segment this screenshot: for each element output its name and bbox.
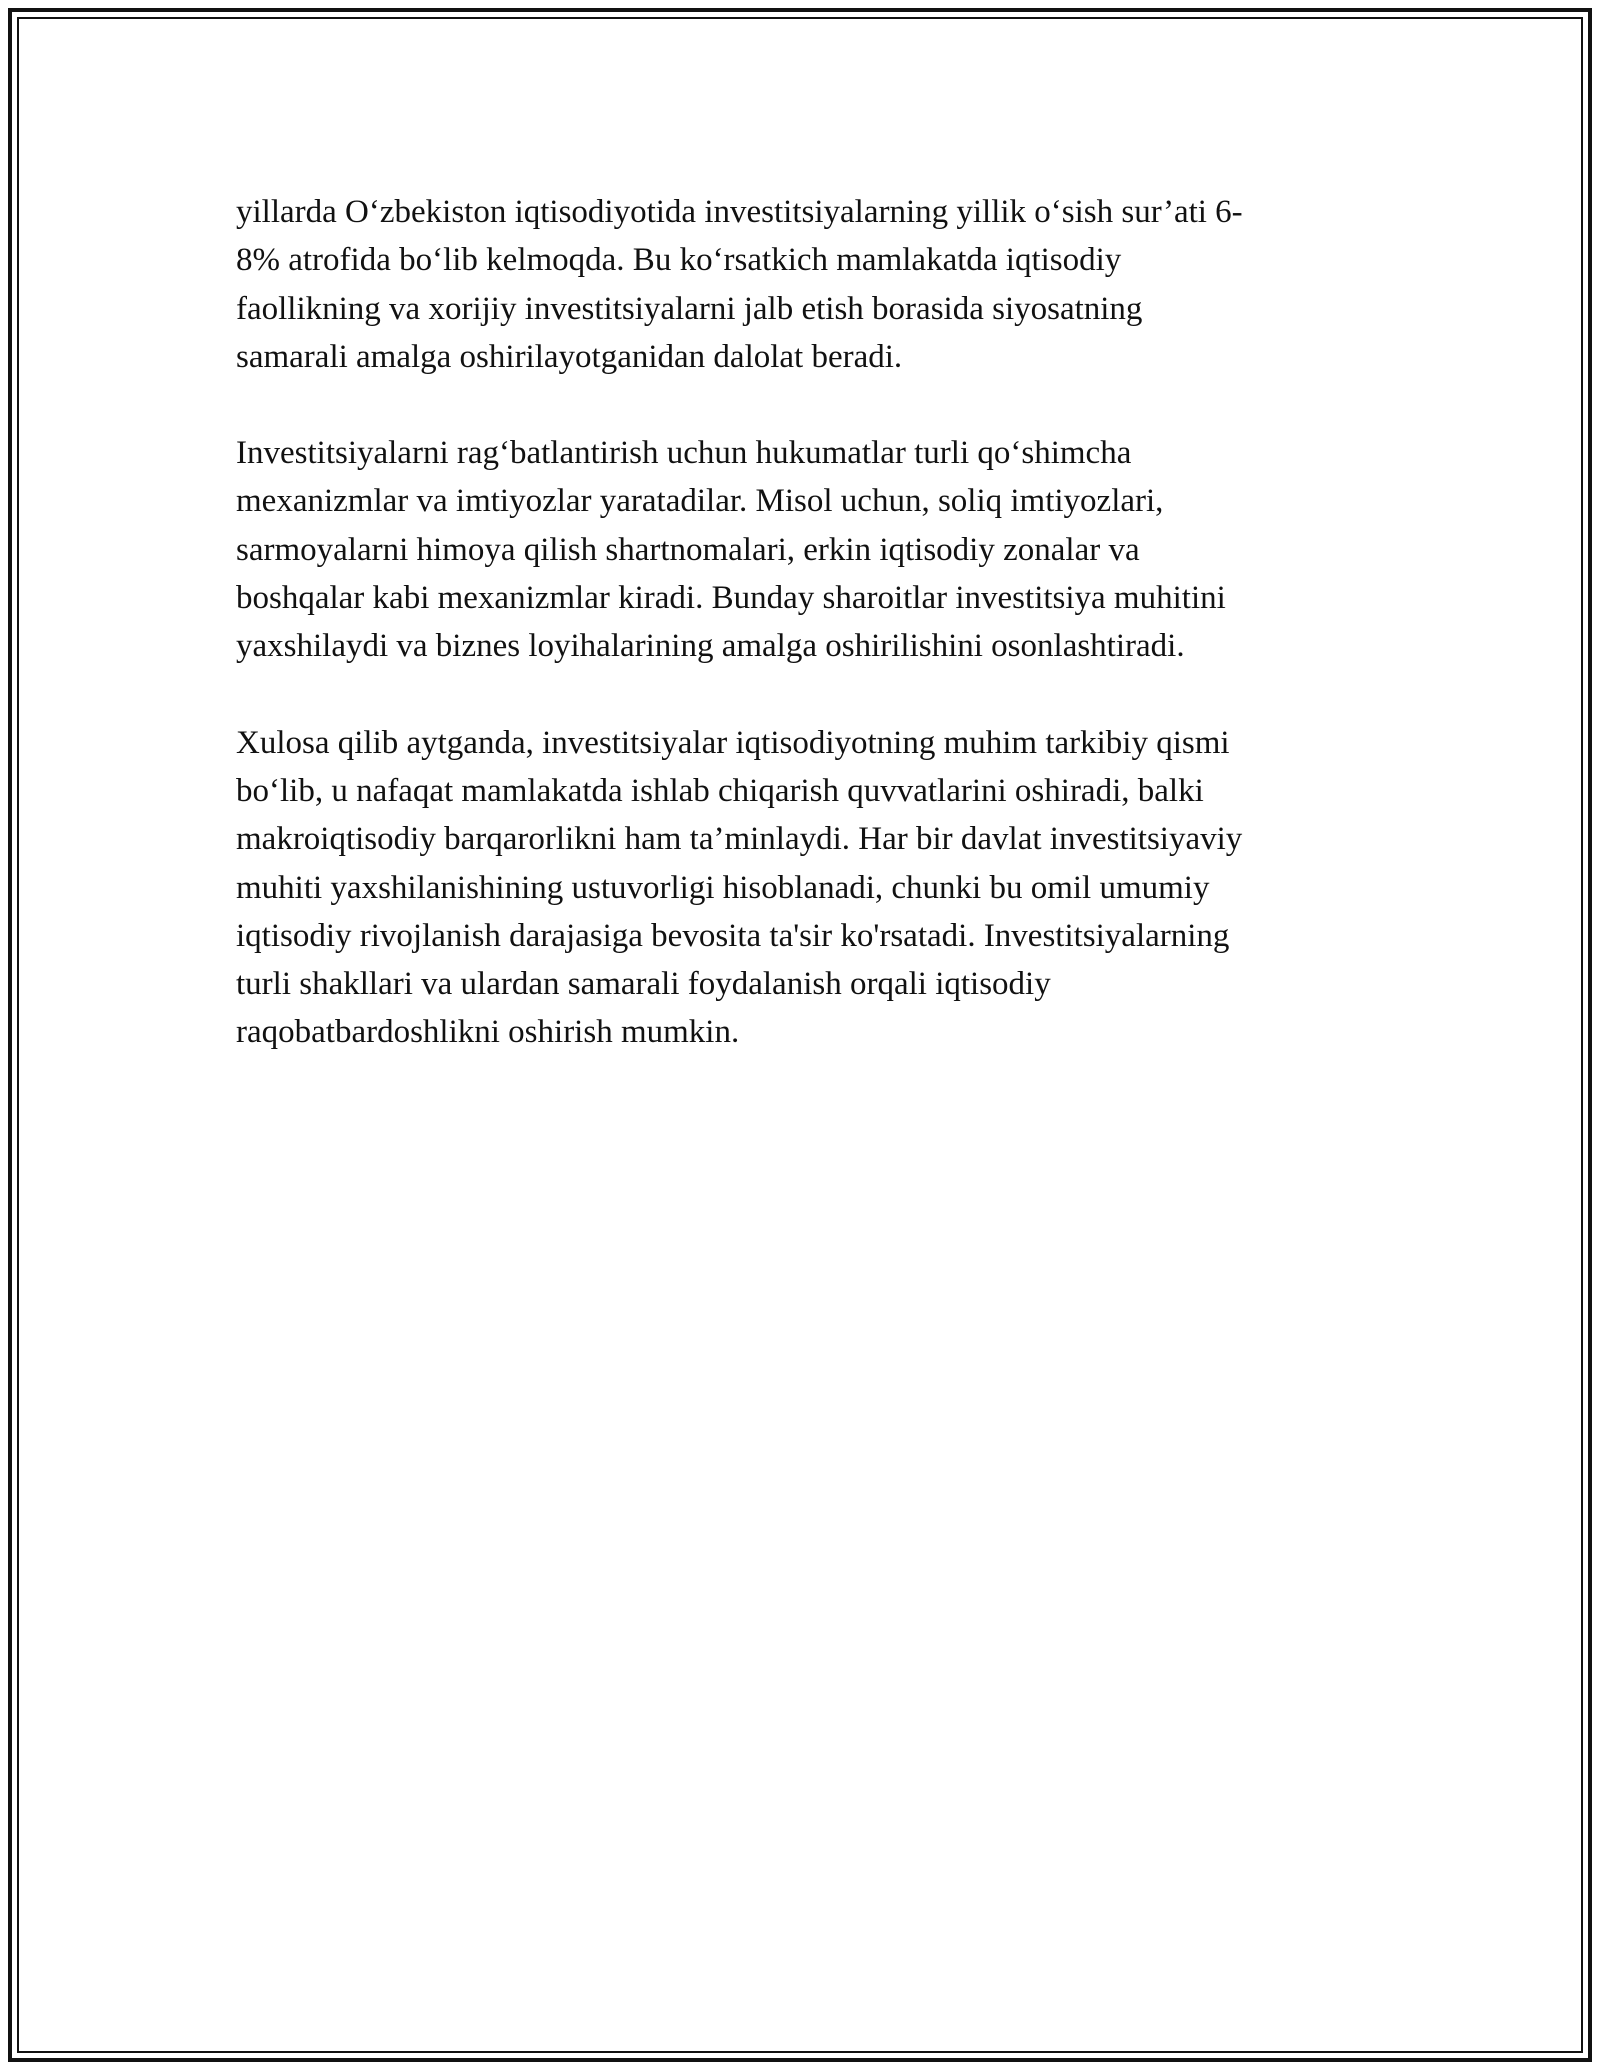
document-body [236, 188, 1366, 1105]
paragraph-conclusion: Xulosa qilib aytganda, investitsiyalar iqtisodiyotning muhim tarkibiy qismi bo‘lib, u nafaqat mamlakatda ishlab chiqarish quvvatlarini oshiradi, balki makroiqtisodiy barqarorlikni ham ta’minlaydi. Har bir davlat investitsiyaviy muhiti yaxshilanishining ustuvorligi hisoblanadi, chunki bu omil umumiy iqtisodiy rivojlanish darajasiga bevosita ta'sir ko'rsatadi. Investitsiyalarning turli shakllari va ulardan samarali foydalanish orqali iqtisodiy raqobatbardoshlikni oshirish mumkin. [236, 724, 1243, 1051]
paragraph-investment-incentives: Investitsiyalarni rag‘batlantirish uchun hukumatlar turli qo‘shimcha mexanizmlar va imtiyozlar yaratadilar. Misol uchun, soliq imtiyozlari, sarmoyalarni himoya qilish shartnomalari, erkin iqtisodiy zonalar va boshqalar kabi mexanizmlar kiradi. Bunday sharoitlar investitsiya muhitini yaxshilaydi va biznes loyihalarining amalga oshirilishini osonlashtiradi. [236, 435, 1226, 665]
paragraph-investment-growth: yillarda O‘zbekiston iqtisodiyotida investitsiyalarning yillik o‘sish sur’ati 6- 8% atrofida bo‘lib kelmoqda. Bu ko‘rsatkich mamlakatda iqtisodiy faollikning va xorijiy investitsiyalarni jalb etish borasida siyosatning samarali amalga oshirilayotganidan dalolat beradi. [236, 194, 1243, 375]
